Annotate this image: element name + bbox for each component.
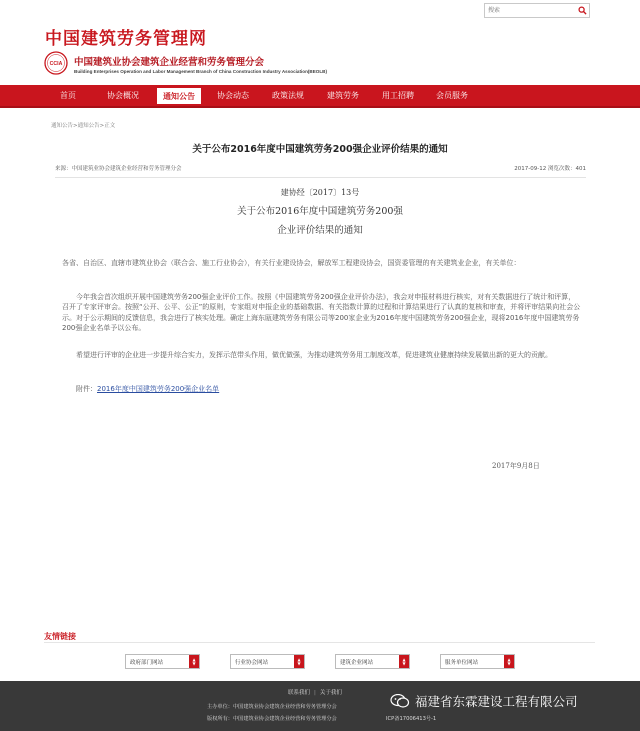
document-number: 建协经〔2017〕13号 [280, 188, 360, 197]
footer-icp: ICP备17006413号-1 [386, 716, 437, 722]
document-title-line1: 关于公布2016年度中国建筑劳务200强 [237, 206, 403, 217]
footer-link-about[interactable]: 关于我们 [319, 690, 342, 696]
article-meta [55, 164, 586, 178]
search-input[interactable] [485, 5, 575, 17]
body-paragraph: 今年我会首次组织开展中国建筑劳务200强企业评价工作。按照《中国建筑劳务200强企业评价办法》，我会对申报材料进行核实，对有关数据进行了统计和评算，召开了专家评审会。按照“公开、公平、公正”的原则，专家组对申报企业的基础数据、有关指数计算的过程和计算结果进行了认真的复核和审查，并将评审结果向社会公示。对于公示期间的反馈信息，我会进行了核实处理。确定上海东瓯建筑劳务有限公司等200家企业为2016年度中国建筑劳务200强企业，现将2016年度中国建筑劳务200强企业名单予以公布。 [62, 293, 581, 333]
article-date-views: 2017-09-12 浏览次数：401 [514, 166, 586, 172]
nav-item-recruit[interactable]: 用工招聘 [382, 91, 414, 100]
footer-link-contact[interactable]: 联系我们 [288, 690, 311, 696]
watermark-text: 福建省东霖建设工程有限公司 [415, 694, 578, 709]
article-source: 来源：中国建筑业协会建筑企业经营和劳务管理分会 [55, 166, 182, 172]
service-sites-select[interactable] [440, 654, 515, 669]
breadcrumb [51, 121, 115, 129]
page-title: 关于公布2016年度中国建筑劳务200强企业评价结果的通知 [192, 144, 448, 155]
attachment-line [62, 384, 582, 394]
select-value: 政府部门网站 [130, 659, 164, 666]
salutation-paragraph: 各省、自治区、直辖市建筑业协会（联合会、施工行业协会），有关行业建设协会，解放军工程建设协会，国资委管理的有关建筑业企业，有关单位： [62, 259, 521, 267]
svg-text:CCIA: CCIA [49, 61, 63, 67]
footer-links [288, 688, 342, 696]
enterprise-sites-select[interactable] [335, 654, 410, 669]
nav-item-members[interactable]: 会员服务 [436, 91, 468, 100]
gov-sites-select[interactable] [125, 654, 200, 669]
select-value: 服务单位网站 [445, 659, 479, 666]
nav-item-notices[interactable]: 通知公告 [157, 88, 201, 104]
updown-arrow-icon: ▲ ▼ [399, 655, 409, 668]
nav-item-news[interactable]: 协会动态 [217, 91, 249, 100]
breadcrumb-separator: > [99, 123, 105, 129]
footer-copyright: 版权所有：中国建筑业协会建筑企业经营和劳务管理分会 [207, 716, 337, 722]
updown-arrow-icon: ▲ ▼ [294, 655, 304, 668]
document-title-line2: 企业评价结果的通知 [277, 225, 363, 236]
org-name-cn: 中国建筑业协会建筑企业经营和劳务管理分会 [74, 57, 265, 68]
breadcrumb-current: 正文 [104, 123, 116, 129]
search-box [484, 3, 590, 18]
nav-item-policies[interactable]: 政策法规 [272, 91, 304, 100]
footer-host: 主办单位：中国建筑业协会建筑企业经营和劳务管理分会 [207, 704, 337, 710]
org-name-en: Building Enterprises Operation and Labor Management Branch of China Construction Industry Association(BEOLB) [74, 69, 328, 74]
select-value: 行业协会网站 [235, 659, 269, 666]
select-value: 建筑企业网站 [340, 659, 374, 666]
breadcrumb-separator: > [73, 123, 78, 129]
wechat-icon [390, 694, 410, 708]
association-sites-select[interactable] [230, 654, 305, 669]
ccia-logo[interactable] [44, 51, 68, 75]
updown-arrow-icon: ▲ ▼ [504, 655, 514, 668]
breadcrumb-item[interactable]: 通知公告 [51, 123, 74, 129]
nav-item-labor[interactable]: 建筑劳务 [327, 91, 359, 100]
friend-links-title: 友情链接 [44, 632, 76, 641]
main-nav [0, 85, 640, 108]
sign-date: 2017年9月8日 [492, 462, 540, 470]
updown-arrow-icon: ▲ ▼ [189, 655, 199, 668]
search-icon[interactable] [575, 4, 589, 17]
attachment-link[interactable]: 2016年度中国建筑劳务200强企业名单 [97, 385, 220, 393]
footer-separator: | [314, 690, 316, 696]
friend-links-header [44, 631, 595, 643]
attachment-label: 附件： [76, 385, 97, 393]
wechat-watermark [390, 692, 578, 710]
body-paragraph: 希望进行评审的企业进一步提升综合实力，发挥示范带头作用，做优做强，为推动建筑劳务用工制度改革，促进建筑业健康持续发展做出新的更大的贡献。 [76, 351, 552, 359]
site-title[interactable]: 中国建筑劳务管理网 [45, 29, 207, 49]
nav-item-about[interactable]: 协会概况 [107, 91, 139, 100]
breadcrumb-item[interactable]: 通知公告 [77, 123, 100, 129]
nav-item-home[interactable]: 首页 [60, 91, 76, 100]
